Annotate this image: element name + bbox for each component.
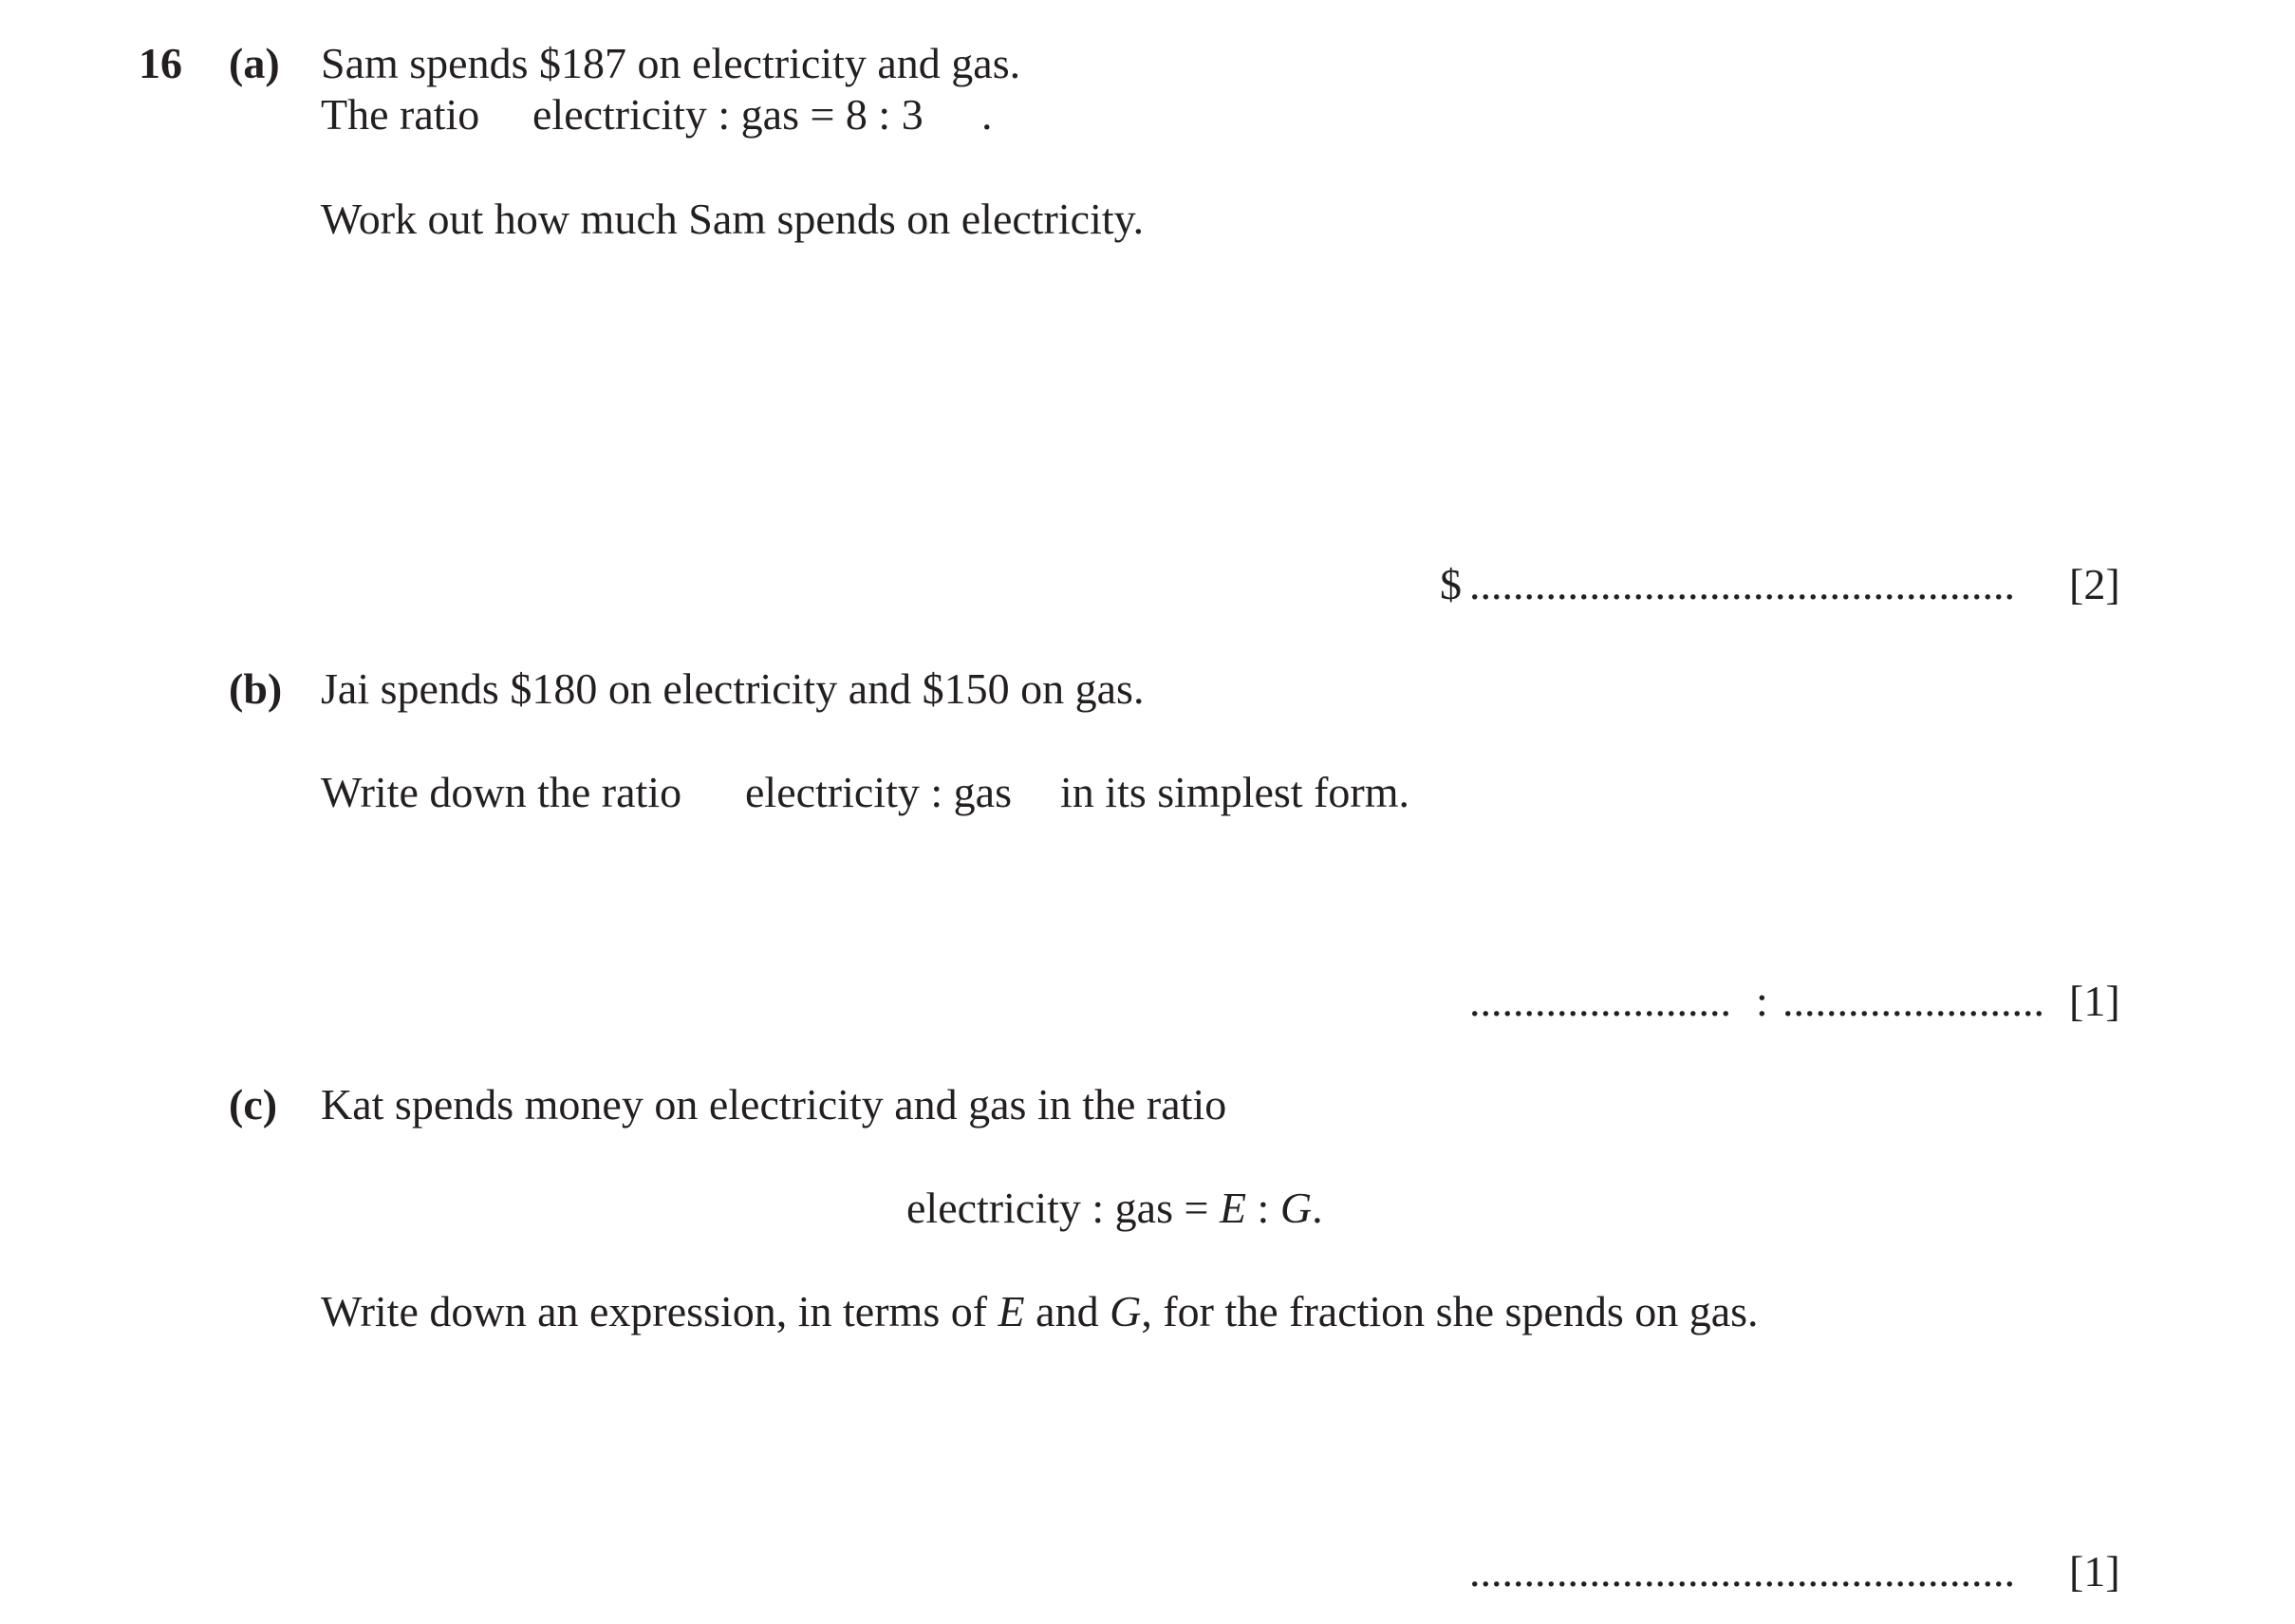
part-c-equation-end: .: [1312, 1184, 1323, 1232]
part-c-equation: [906, 1186, 1323, 1230]
part-a-line2-prefix: The ratio: [321, 90, 480, 139]
part-b-marks: [1]: [2069, 977, 2120, 1025]
part-b-answer-left[interactable]: ........................: [1469, 980, 1731, 1023]
part-c-instruction-g: G: [1110, 1287, 1142, 1335]
part-c-label: (c): [229, 1080, 278, 1129]
part-c-instruction-3: , for the fraction she spends on gas.: [1141, 1287, 1759, 1335]
part-c-equation-sep: :: [1246, 1184, 1280, 1232]
part-b-label: (b): [229, 664, 283, 713]
part-a-line2-end: .: [981, 90, 993, 139]
part-c-equation-prefix: electricity : gas =: [906, 1184, 1220, 1232]
part-b-instruction-suffix: in its simplest form.: [1060, 768, 1409, 816]
part-a-answer-line[interactable]: ..................................................: [1469, 563, 2015, 607]
part-b-instruction-prefix: Write down the ratio: [321, 768, 682, 816]
part-c-line1: Kat spends money on electricity and gas in the ratio: [321, 1080, 1227, 1129]
part-c-instruction-1: Write down an expression, in terms of: [321, 1287, 998, 1335]
part-c-answer-line[interactable]: ..................................................: [1469, 1550, 2015, 1594]
part-c-instruction: [321, 1287, 1759, 1335]
part-a-marks: [2]: [2069, 560, 2120, 608]
part-a-label: (a): [229, 39, 280, 87]
part-b-line1: Jai spends $180 on electricity and $150 on gas.: [321, 664, 1145, 713]
part-a-instruction: Work out how much Sam spends on electricity.: [321, 195, 1145, 243]
part-c-equation-e: E: [1219, 1184, 1247, 1232]
part-b-answer-colon: :: [1756, 977, 1768, 1025]
part-b-instruction-ratio: electricity : gas: [745, 768, 1012, 816]
part-c-marks: [1]: [2069, 1547, 2120, 1596]
part-c-instruction-2: and: [1024, 1287, 1110, 1335]
part-c-equation-g: G: [1279, 1184, 1313, 1232]
part-a-answer-currency: $: [1440, 560, 1462, 608]
part-a-line1: Sam spends $187 on electricity and gas.: [321, 39, 1021, 87]
part-a-ratio: electricity : gas = 8 : 3: [532, 90, 924, 139]
part-b-answer-right[interactable]: ........................: [1782, 980, 2044, 1023]
part-c-instruction-e: E: [998, 1287, 1025, 1335]
question-number: 16: [139, 39, 182, 87]
